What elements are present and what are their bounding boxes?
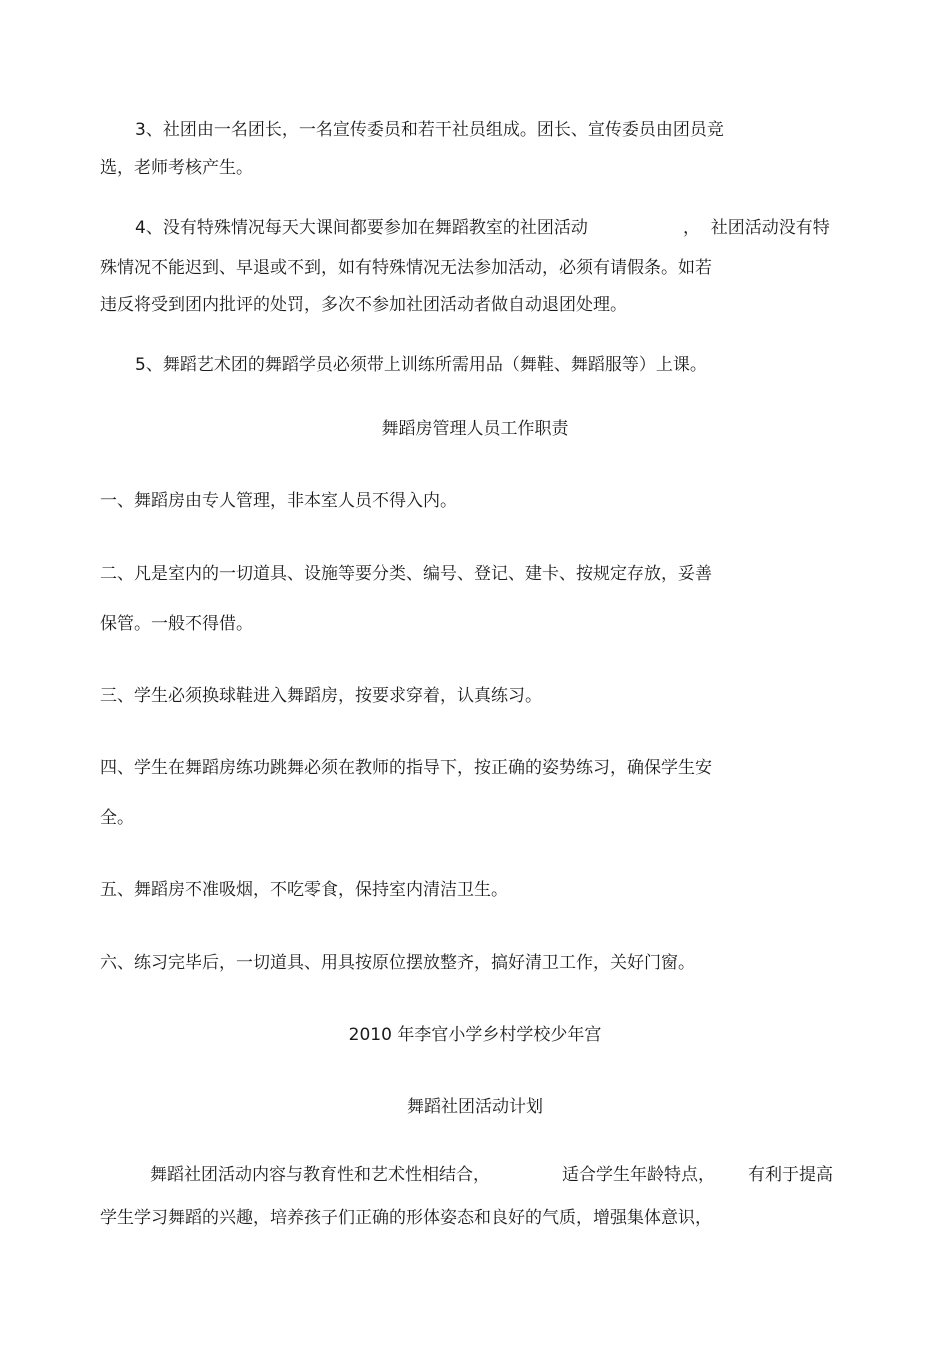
plan-intro-seg-1: 舞蹈社团活动内容与教育性和艺术性相结合， [150,1165,490,1185]
rule-4-line-1-cont: ， 社团活动没有特 [683,218,830,238]
plan-title-2: 舞蹈社团活动计划 [407,1097,543,1117]
plan-intro-seg-2: 适合学生年龄特点， [562,1165,715,1185]
rule-5-line-1: 5、舞蹈艺术团的舞蹈学员必须带上训练所需用品（舞鞋、舞蹈服等）上课。 [135,355,707,375]
duty-item-1: 一、舞蹈房由专人管理，非本室人员不得入内。 [100,491,457,511]
duty-item-3: 三、学生必须换球鞋进入舞蹈房，按要求穿着，认真练习。 [100,686,542,706]
rule-4-line-2: 殊情况不能迟到、早退或不到，如有特殊情况无法参加活动，必须有请假条。如若 [100,258,712,278]
duties-title: 舞蹈房管理人员工作职责 [381,419,569,439]
rule-3-line-1: 3、社团由一名团长，一名宣传委员和若干社员组成。团长、宣传委员由团员竞 [135,120,724,140]
plan-intro-line-2: 学生学习舞蹈的兴趣，培养孩子们正确的形体姿态和良好的气质，增强集体意识， [100,1208,712,1228]
duty-item-5: 五、舞蹈房不准吸烟，不吃零食，保持室内清洁卫生。 [100,880,508,900]
duty-item-4-line-1: 四、学生在舞蹈房练功跳舞必须在教师的指导下，按正确的姿势练习，确保学生安 [100,758,712,778]
duty-item-4-line-2: 全。 [100,808,134,828]
duty-item-6: 六、练习完毕后，一切道具、用具按原位摆放整齐，搞好清卫工作，关好门窗。 [100,953,695,973]
plan-intro-seg-3: 有利于提高 [748,1165,833,1185]
plan-title-1: 2010 年李官小学乡村学校少年宫 [348,1025,602,1045]
duty-item-2-line-2: 保管。一般不得借。 [100,614,253,634]
rule-4-line-3: 违反将受到团内批评的处罚，多次不参加社团活动者做自动退团处理。 [100,295,627,315]
duty-item-2-line-1: 二、凡是室内的一切道具、设施等要分类、编号、登记、建卡、按规定存放，妥善 [100,564,712,584]
rule-4-line-1: 4、没有特殊情况每天大课间都要参加在舞蹈教室的社团活动 [135,218,588,238]
rule-3-line-2: 选，老师考核产生。 [100,158,253,178]
